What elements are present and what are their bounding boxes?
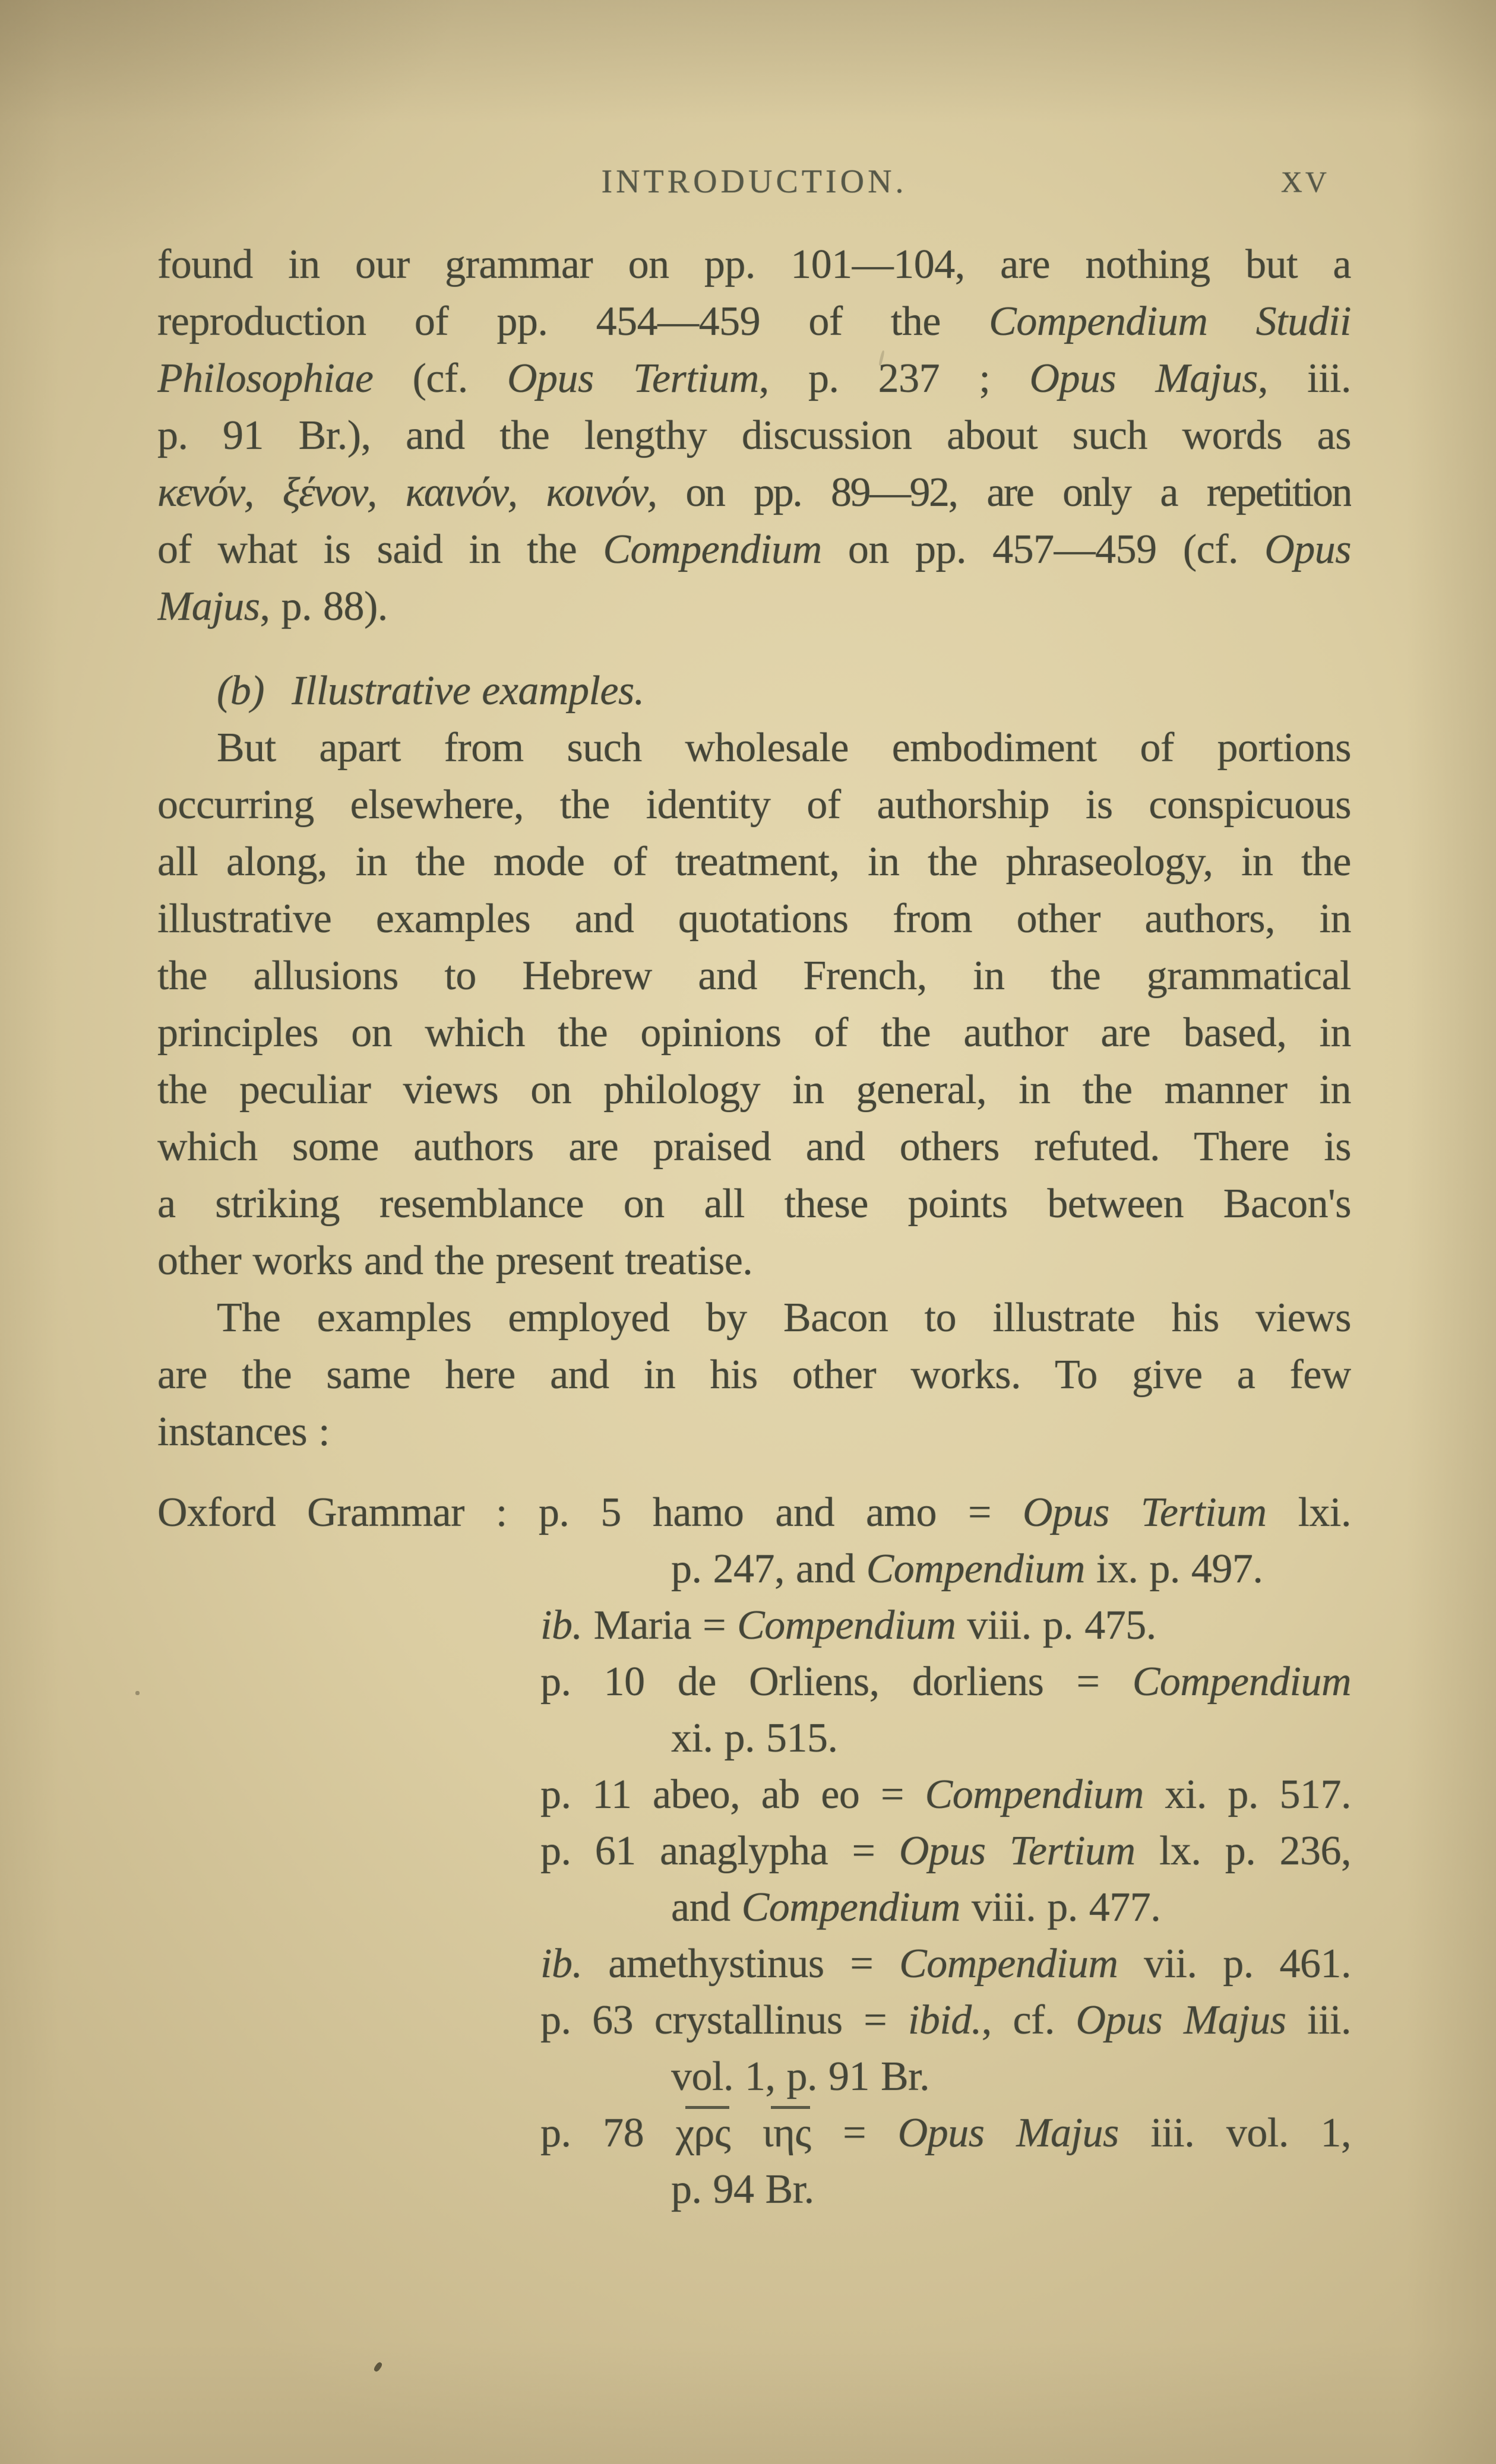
text-line (671, 1879, 1351, 1936)
paragraph-1 (157, 236, 1351, 635)
text-segment: p. 247, and (671, 1546, 866, 1592)
text-line (671, 2048, 1351, 2105)
greek-abbreviation: ιης (763, 2105, 811, 2161)
text-segment: other works and the present treatise. (157, 1238, 753, 1284)
text-line (157, 407, 1351, 464)
italic-text: Opus Majus (1076, 1997, 1286, 2043)
text-line (157, 834, 1351, 891)
text-segment: viii. p. 477. (960, 1885, 1161, 1930)
text-line (157, 1290, 1351, 1347)
text-segment: = (811, 2110, 898, 2156)
text-segment: , iii. (1257, 356, 1351, 401)
text-segment: p. 94 Br. (671, 2167, 814, 2212)
text-segment: principles on which the opinions of the author are based, in (157, 1010, 1351, 1056)
italic-text: (b) (217, 668, 265, 714)
text-line (157, 464, 1351, 521)
text-segment: illustrative examples and quotations from other authors, in (157, 896, 1351, 942)
italic-text: Compendium Studii (989, 299, 1351, 344)
page-header (157, 153, 1351, 210)
italic-text: Opus (1264, 527, 1351, 572)
paper-speck (135, 1691, 140, 1695)
italic-text: Opus Tertium (507, 356, 759, 401)
text-segment: p. 10 de Orliens, dorliens = (540, 1659, 1133, 1705)
page-number: XV (1280, 165, 1330, 198)
text-segment: p. 78 (540, 2110, 676, 2156)
text-segment: Oxford Grammar : p. 5 hamo and amo = (157, 1490, 1023, 1535)
text-segment: xi. p. 517. (1143, 1772, 1351, 1817)
text-line (157, 236, 1351, 293)
text-segment: of what is said in the (157, 527, 603, 572)
text-line (157, 521, 1351, 578)
italic-text: Majus (157, 584, 260, 629)
text-line (540, 1766, 1351, 1823)
italic-text: Compendium (603, 527, 822, 572)
text-line (157, 777, 1351, 834)
text-segment (730, 2110, 763, 2156)
text-line (671, 2161, 1351, 2218)
italic-text: ib. (540, 1941, 583, 1987)
text-segment: lxi. (1266, 1490, 1351, 1535)
text-segment: instances : (157, 1409, 330, 1455)
text-segment: vii. p. 461. (1118, 1941, 1351, 1987)
text-line (540, 2105, 1351, 2161)
text-line (157, 663, 1351, 720)
text-segment: a striking resemblance on all these points between Bacon's (157, 1181, 1351, 1227)
text-line (540, 1597, 1351, 1654)
italic-text: Philosophiae (157, 356, 374, 401)
page-title: INTRODUCTION. (601, 163, 907, 200)
text-segment: But apart from such wholesale embodiment of portions (217, 725, 1351, 771)
italic-text: ib. (540, 1602, 583, 1648)
text-segment: on pp. 89—92, are only a repetition (656, 470, 1351, 515)
text-segment: the peculiar views on philology in general, in the manner in (157, 1067, 1351, 1113)
text-line (157, 1062, 1351, 1119)
italic-text: Illustrative examples. (292, 668, 644, 714)
text-line (157, 891, 1351, 948)
text-segment: occurring elsewhere, the identity of authorship is conspicuous (157, 782, 1351, 828)
text-line (540, 1992, 1351, 2048)
text-line (540, 1823, 1351, 1879)
text-segment: which some authors are praised and others refuted. There is (157, 1124, 1351, 1170)
text-segment: xi. p. 515. (671, 1715, 838, 1761)
text-segment: p. 63 crystallinus = (540, 1997, 908, 2043)
text-line (157, 1119, 1351, 1176)
italic-text: Compendium (925, 1772, 1144, 1817)
greek-abbreviation: χρς (676, 2105, 730, 2161)
italic-text: Opus Majus (1029, 356, 1258, 401)
text-segment: amethystinus = (582, 1941, 900, 1987)
text-line (157, 293, 1351, 350)
text-segment: reproduction of pp. 454—459 of the (157, 299, 989, 344)
text-line (157, 1176, 1351, 1233)
text-segment: Maria = (582, 1602, 738, 1648)
text-line (157, 720, 1351, 777)
text-segment: on pp. 457—459 (cf. (821, 527, 1265, 572)
italic-text: Opus Majus (897, 2110, 1119, 2156)
text-segment: p. 11 abeo, ab eo = (540, 1772, 925, 1817)
italic-text: Compendium (741, 1885, 960, 1930)
text-segment: iii. vol. 1, (1118, 2110, 1351, 2156)
text-line (157, 578, 1351, 635)
text-segment: found in our grammar on pp. 101—104, are nothing but a (157, 242, 1351, 287)
italic-text: Opus Tertium (1023, 1490, 1267, 1535)
italic-text: Compendium (737, 1602, 956, 1648)
text-segment: , p. 88). (260, 584, 388, 629)
italic-text: ibid. (907, 1997, 982, 2043)
text-segment: and (671, 1885, 742, 1930)
text-segment: all along, in the mode of treatment, in the phraseology, in the (157, 839, 1351, 885)
italic-text: Opus Tertium (899, 1828, 1136, 1874)
greek-text: κενόν, ξένον, καινόν, κοινόν, (157, 470, 656, 515)
text-segment: viii. p. 475. (956, 1602, 1156, 1648)
text-line (157, 1484, 1351, 1541)
text-line (671, 1710, 1351, 1766)
text-segment: p. 61 anaglypha = (540, 1828, 899, 1874)
text-segment: The examples employed by Bacon to illustrate his views (217, 1295, 1351, 1341)
text-segment: the allusions to Hebrew and French, in the grammatical (157, 953, 1351, 999)
text-segment: (cf. (373, 356, 507, 401)
text-segment: , cf. (981, 1997, 1076, 2043)
text-line (157, 1005, 1351, 1062)
text-line (540, 1654, 1351, 1710)
italic-text: Compendium (1132, 1659, 1351, 1705)
paragraph-3 (157, 1290, 1351, 1461)
text-segment: lx. p. 236, (1135, 1828, 1351, 1874)
text-line (157, 1233, 1351, 1290)
text-line (157, 1404, 1351, 1461)
reference-list (157, 1484, 1351, 2218)
text-segment: , p. 237 ; (758, 356, 1030, 401)
text-line (157, 948, 1351, 1005)
paper-speck (373, 2361, 383, 2373)
text-segment: iii. (1286, 1997, 1351, 2043)
text-line (671, 1541, 1351, 1597)
text-segment: ix. p. 497. (1084, 1546, 1263, 1592)
text-column (157, 236, 1351, 2218)
text-line (157, 350, 1351, 407)
text-segment: vol. 1, p. 91 Br. (671, 2054, 930, 2099)
text-segment: are the same here and in his other works. To give a few (157, 1352, 1351, 1398)
section-heading (157, 663, 1351, 720)
italic-text: Compendium (899, 1941, 1118, 1987)
italic-text: Compendium (866, 1546, 1085, 1592)
text-line (540, 1936, 1351, 1992)
text-line (157, 1347, 1351, 1404)
text-segment: p. 91 Br.), and the lengthy discussion about such words as (157, 413, 1351, 458)
paragraph-2 (157, 720, 1351, 1290)
